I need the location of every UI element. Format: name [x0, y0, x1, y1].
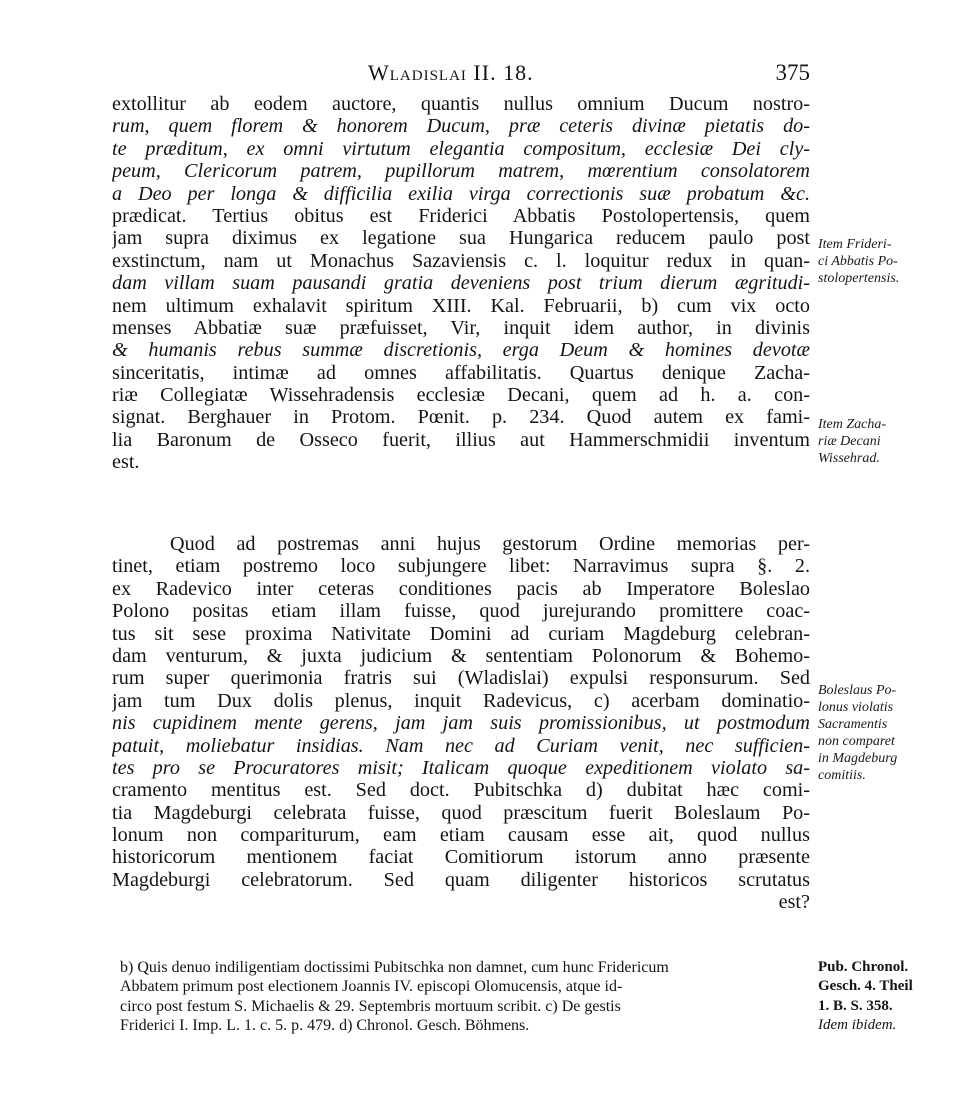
- text-line: extollitur ab eodem auctore, quantis nullus omnium Ducum nostro-: [112, 93, 810, 115]
- text-line: jam supra diximus ex legatione sua Hungarica reducem paulo post: [112, 227, 810, 250]
- text-line: & humanis rebus summæ discretionis, erga Deum & homines devotæ: [112, 339, 810, 362]
- margin-note-friderici: [818, 236, 948, 287]
- margin-note-line: lonus violatis: [818, 700, 894, 715]
- text-line: est?: [778, 891, 810, 914]
- footnote-line: Friderici I. Imp. L. 1. c. 5. p. 479. d) Chronol. Gesch. Böhmens.: [120, 1017, 530, 1035]
- text-line: tia Magdeburgi celebrata fuisse, quod præscitum fuerit Boleslaum Po-: [112, 801, 810, 824]
- text-line: a Deo per longa & difficilia exilia virga correctionis suæ probatum &c.: [112, 182, 810, 205]
- text-line: tinet, etiam postremo loco subjungere libet: Narravimus supra §. 2.: [112, 555, 810, 578]
- text-line: sinceritatis, intimæ ad omnes affabilitatis. Quartus denique Zacha-: [112, 361, 810, 384]
- footnote-reference-line: Pub. Chronol.: [818, 959, 909, 975]
- margin-note-line: riæ Decani: [818, 434, 881, 449]
- text-line: prædicat. Tertius obitus est Friderici Abbatis Postolopertensis, quem: [112, 204, 810, 227]
- body-paragraph-2: [112, 533, 810, 914]
- margin-note-line: Item Frideri-: [818, 237, 892, 252]
- text-line: cramento mentitus est. Sed doct. Pubitschka d) dubitat hæc comi-: [112, 779, 810, 802]
- text-line: historicorum mentionem faciat Comitiorum istorum anno præsente: [112, 846, 810, 869]
- margin-note-line: Sacramentis: [818, 717, 888, 732]
- footnotes: [120, 958, 810, 1036]
- running-title: Wladislai II. 18.: [368, 60, 534, 85]
- text-line: jam tum Dux dolis plenus, inquit Radevicus, c) acerbam dominatio-: [112, 689, 810, 712]
- text-line: nem ultimum exhalavit spiritum XIII. Kal. Februarii, b) cum vix octo: [112, 294, 810, 317]
- text-line: nis cupidinem mente gerens, jam jam suis promissionibus, ut postmodum: [112, 712, 810, 735]
- text-line: signat. Berghauer in Protom. Pœnit. p. 234. Quod autem ex fami-: [112, 406, 810, 429]
- margin-note-line: stolopertensis.: [818, 271, 900, 286]
- text-line: te præditum, ex omni virtutum elegantia compositum, ecclesiæ Dei cly-: [112, 137, 810, 160]
- margin-note-line: Wissehrad.: [818, 451, 880, 466]
- footnote-line: Abbatem primum post electionem Joannis IV. episcopi Olomucensis, atque id-: [120, 978, 623, 996]
- text-line: menses Abbatiæ suæ præfuisset, Vir, inquit idem author, in divinis: [112, 316, 810, 339]
- body-paragraph-1: [112, 93, 810, 474]
- margin-note-line: Item Zacha-: [818, 417, 887, 432]
- text-line: exstinctum, nam ut Monachus Sazaviensis c. l. loquitur redux in quan-: [112, 249, 810, 272]
- text-line: tes pro se Procuratores misit; Italicam quoque expeditionem violato sa-: [112, 756, 810, 779]
- text-line: lia Baronum de Osseco fuerit, illius aut Hammerschmidii inventum: [112, 428, 810, 451]
- footnote-line: circo post festum S. Michaelis & 29. Septembris mortuum scribit. c) De gestis: [120, 997, 621, 1015]
- text-line: dam villam suam pausandi gratia deveniens post trium dierum ægritudi-: [112, 272, 810, 295]
- margin-note-boleslaus: [818, 682, 948, 784]
- text-line: tus sit sese proxima Nativitate Domini ad curiam Magdeburg celebran-: [112, 622, 810, 645]
- margin-note-line: non comparet: [818, 734, 895, 749]
- footnote-reference-line: Gesch. 4. Theil: [818, 978, 913, 995]
- text-line: rum, quem florem & honorem Ducum, præ ceteris divinæ pietatis do-: [112, 115, 810, 138]
- text-line: lonum non compariturum, eam etiam causam esse ait, quod nullus: [112, 824, 810, 847]
- margin-note-line: Boleslaus Po-: [818, 683, 897, 698]
- text-line: est.: [112, 451, 140, 474]
- text-line: rum super querimonia fratris sui (Wladislai) expulsi responsurum. Sed: [112, 667, 810, 690]
- text-line: ex Radevico inter ceteras conditiones pacis ab Imperatore Boleslao: [112, 577, 810, 600]
- text-line: riæ Collegiatæ Wissehradensis ecclesiæ Decani, quem ad h. a. con-: [112, 384, 810, 407]
- text-line: dam venturum, & juxta judicium & sententiam Polonorum & Bohemo-: [112, 644, 810, 667]
- margin-note-zachariae: [818, 416, 948, 467]
- margin-note-line: ci Abbatis Po-: [818, 254, 898, 269]
- text-line: patuit, moliebatur insidias. Nam nec ad Curiam venit, nec sufficien-: [112, 734, 810, 757]
- text-line: Polono positas etiam illam fuisse, quod jurejurando promittere coac-: [112, 600, 810, 623]
- text-line: Quod ad postremas anni hujus gestorum Ordine memorias per-: [170, 533, 810, 555]
- margin-note-line: in Magdeburg: [818, 751, 898, 766]
- footnote-line: b) Quis denuo indiligentiam doctissimi Pubitschka non damnet, cum hunc Fridericum: [120, 959, 669, 976]
- page-number: 375: [775, 60, 810, 85]
- footnote-reference-line: 1. B. S. 358.: [818, 997, 893, 1014]
- text-line: peum, Clericorum patrem, pupillorum matrem, mœrentium consolatorem: [112, 160, 810, 183]
- footnote-margin-references: [818, 958, 953, 1036]
- footnote-reference-line: Idem ibidem.: [818, 1017, 897, 1034]
- margin-note-line: comitiis.: [818, 768, 866, 783]
- page-header: [110, 60, 810, 90]
- text-line: Magdeburgi celebratorum. Sed quam diligenter historicos scrutatus: [112, 868, 810, 891]
